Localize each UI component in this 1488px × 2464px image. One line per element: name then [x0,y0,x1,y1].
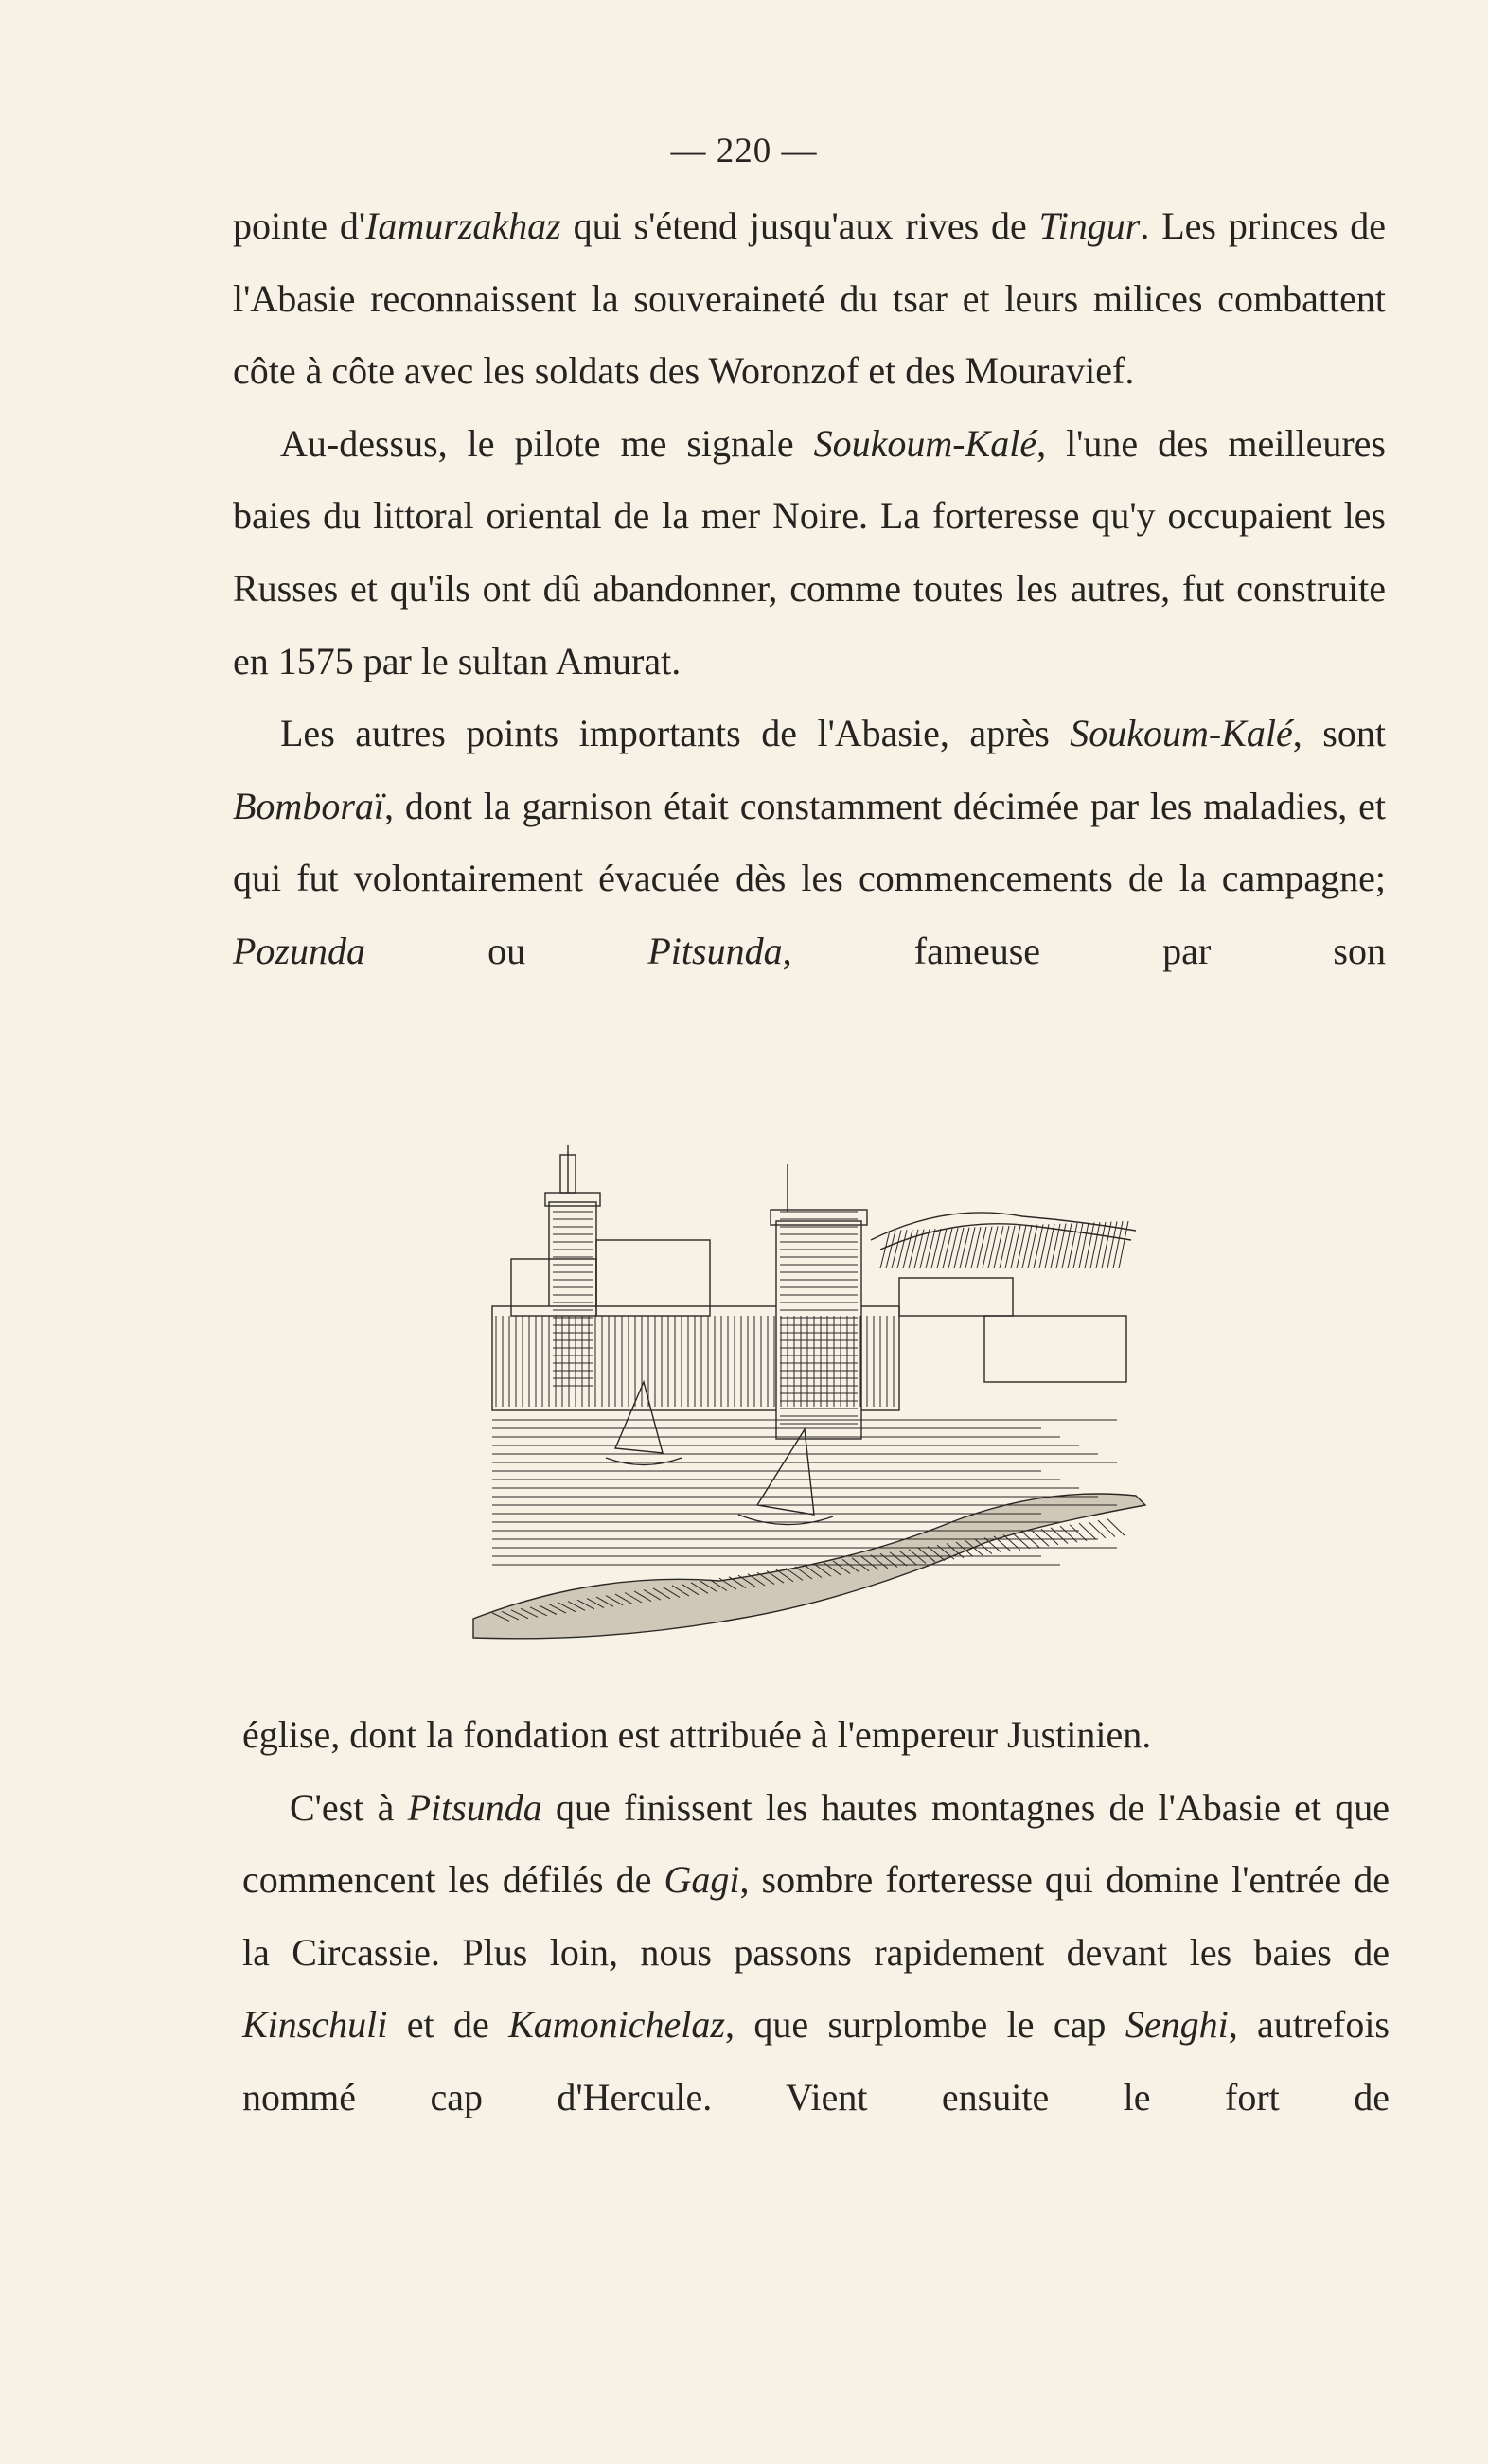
italic-place-name: Bomboraï [233,784,384,827]
italic-place-name: Soukoum-Kalé [813,421,1037,465]
paragraph [233,190,1386,408]
text-run: , l'une des meilleures baies du littoral oriental de la mer Noire. La forteresse qu'y occupaient les Russes et qu'ils ont dû abandonner, comme toutes les autres, fut construite en 1575 par le sultan Amurat. [233,421,1386,682]
text-block-top [233,190,1386,988]
text-run: qui s'étend jusqu'aux rives de [560,204,1039,247]
italic-place-name: Senghi [1125,2003,1229,2047]
text-run: Au-dessus, le pilote me signale [280,421,814,465]
italic-place-name: Pozunda [233,929,365,972]
italic-place-name: Kamonichelaz [508,2003,725,2047]
text-run: , que surplombe le cap [724,2003,1125,2047]
text-run: ou [365,929,648,972]
text-run: C'est à [290,1785,408,1829]
text-run: Les autres points importants de l'Abasie, après [280,712,1071,755]
text-run: , autrefois nommé cap d'Hercule. Vient ensuite le fort de [242,2003,1390,2118]
italic-place-name: Tingur [1038,204,1141,247]
paragraph [233,408,1386,698]
text-run: église, dont la fondation est attribuée à l'empereur Justinien. [242,1713,1152,1756]
text-run: d' [339,204,366,247]
fortress-engraving [454,1126,1151,1657]
paragraph [242,1772,1390,2135]
italic-place-name: Soukoum-Kalé [1070,712,1293,755]
italic-place-name: Gagi [664,1858,740,1902]
paragraph [233,698,1386,987]
italic-place-name: Pitsunda [407,1785,542,1829]
text-block-bottom [242,1699,1390,2135]
text-run: , fameuse par son [782,929,1386,972]
paragraph [242,1699,1390,1772]
text-run: pointe [233,204,340,247]
text-run: , dont la garnison était constamment décimée par les maladies, et qui fut volontairement évacuée dès les commencements de la campagne; [233,784,1386,900]
text-run: et de [387,2003,509,2047]
text-run: , sont [1292,712,1386,755]
italic-place-name: Pitsunda [647,929,783,972]
page-number: — 220 — [670,132,818,170]
text-run: , sombre forteresse qui domine l'entrée de la Circassie. Plus loin, nous passons rapidement devant les baies de [242,1858,1390,1974]
text-run: que finissent les hautes montagnes de l'Abasie et que commencent les défilés de [242,1785,1391,1902]
text-run: . Les princes de l'Abasie reconnaissent la souveraineté du tsar et leurs milices combattent côte à côte avec les soldats des Woronzof et des Mouravief. [233,204,1387,393]
italic-place-name: Iamurzakhaz [365,204,561,247]
italic-place-name: Kinschuli [242,2003,388,2047]
